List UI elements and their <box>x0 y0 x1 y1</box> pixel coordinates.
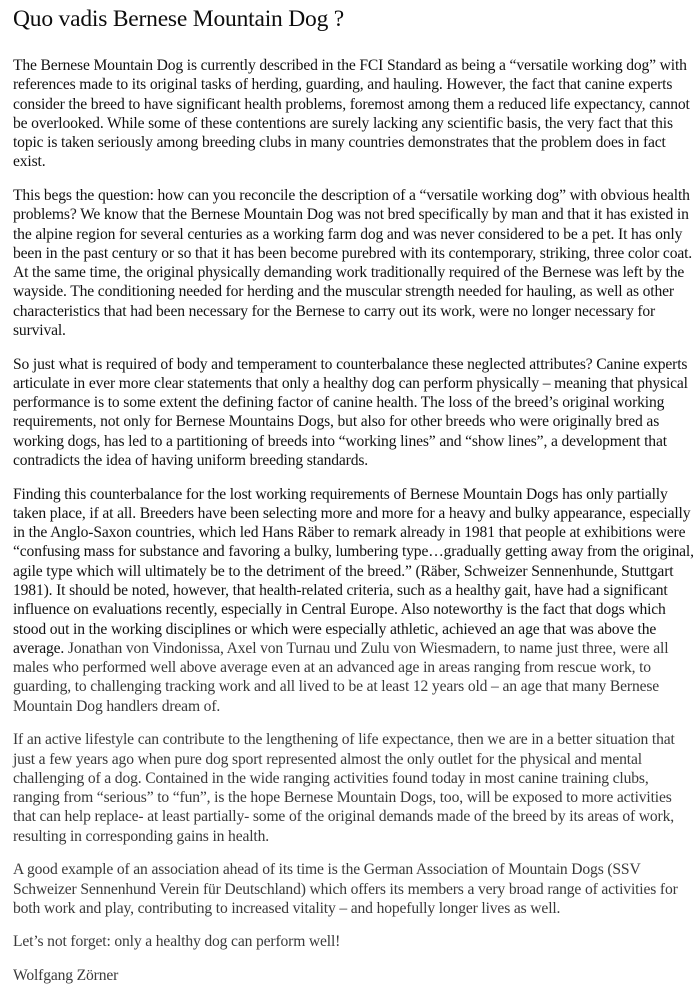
article-body <box>13 56 693 985</box>
text-line: Let’s not forget: only a healthy dog can perform well! <box>13 933 341 951</box>
author-signature <box>13 966 693 985</box>
author-name: Wolfgang Zörner <box>13 966 119 984</box>
document-page <box>13 0 693 999</box>
text-line: survival. <box>13 322 66 340</box>
text-line: contradicts the idea of having uniform breeding standards. <box>13 452 369 470</box>
text-line: just a few years ago when pure dog sport represented almost the only outlet for the physical and mental <box>13 750 642 768</box>
paragraph-breeding-history <box>13 485 693 717</box>
text-line: Schweizer Sennenhund Verein für Deutschland) which offers its members a very broad range of activities for <box>13 880 678 898</box>
text-line: The Bernese Mountain Dog is currently described in the FCI Standard as being a “versatile working dog” with <box>13 57 687 74</box>
text-run-gray: Jonathan von Vindonissa, Axel von Turnau und Zulu von Wiesmadern, to name just three, were all <box>64 639 669 657</box>
text-line: exist. <box>13 153 46 171</box>
text-line: characteristics that had been necessary for the Bernese to carry out its work, were no longer necessary for <box>13 302 656 320</box>
paragraph-counterbalance <box>13 355 693 471</box>
text-line: both work and play, contributing to increased vitality – and hopefully longer lives as well. <box>13 899 561 917</box>
text-line: references made to its original tasks of herding, guarding, and hauling. However, the fact that canine experts <box>13 76 673 94</box>
text-line: agile type which will ultimately be to the detriment of the breed.” (Räber, Schweizer Sennenhunde, Stuttgart <box>13 562 674 580</box>
text-line: 1981). It should be noted, however, that health-related criteria, such as a healthy gait, have had a significant <box>13 581 668 599</box>
text-line: “confusing mass for substance and favoring a bulky, lumbering type…gradually getting away from the original, <box>13 543 694 561</box>
text-line: working dogs, has led to a partitioning of breeds into “working lines” and “show lines”, a development that <box>13 432 667 450</box>
paragraph-closing <box>13 932 693 951</box>
text-line: been in the past century or so that it has been become purebred with its contemporary, striking, three color coat. <box>13 244 693 262</box>
text-line: So just what is required of body and temperament to counterbalance these neglected attributes? Canine experts <box>13 355 688 373</box>
text-line: problems? We know that the Bernese Mountain Dog was not bred specifically by man and that it has existed in <box>13 206 689 224</box>
document-title: Quo vadis Bernese Mountain Dog ? <box>13 6 345 32</box>
mixed-text-line <box>13 639 693 658</box>
text-line: If an active lifestyle can contribute to the lengthening of life expectance, then we are in a better situation that <box>13 731 675 749</box>
text-line: be overlooked. While some of these contentions are surely lacking any scientific basis, the very fact that this <box>13 114 673 132</box>
text-line: This begs the question: how can you reconcile the description of a “versatile working dog” with obvious health <box>13 186 690 204</box>
text-line: articulate in ever more clear statements that only a healthy dog can perform physically – meaning that physical <box>13 374 688 392</box>
text-line: in the Anglo-Saxon countries, which led Hans Räber to remark already in 1981 that people at exhibitions were <box>13 524 686 542</box>
text-line: A good example of an association ahead of its time is the German Association of Mountain Dogs (SSV <box>13 861 641 879</box>
text-line: requirements, not only for Bernese Mountains Dogs, but also for other breeds who were originally bred as <box>13 413 660 431</box>
text-line: stood out in the working disciplines or which were especially athletic, achieved an age that was above the <box>13 620 657 638</box>
text-line: topic is taken seriously among breeding clubs in many countries demonstrates that the problem does in fact <box>13 134 666 152</box>
text-line: challenging of a dog. Contained in the wide ranging activities found today in most canine training clubs, <box>13 769 649 787</box>
paragraph-active-lifestyle <box>13 730 693 846</box>
paragraph-intro <box>13 56 693 172</box>
text-line: wayside. The conditioning needed for herding and the muscular strength needed for hauling, as well as other <box>13 283 674 301</box>
text-line: the alpine region for several centuries as a working farm dog and was never considered to be a pet. It has only <box>13 225 683 243</box>
text-line: taken place, if at all. Breeders have been selecting more and more for a heavy and bulky appearance, especially <box>13 504 691 522</box>
text-line: guarding, to challenging tracking work and all lived to be at least 12 years old – an age that many Bernese <box>13 678 660 696</box>
text-line: Finding this counterbalance for the lost working requirements of Bernese Mountain Dogs has only partially <box>13 485 668 503</box>
text-line: ranging from “serious” to “fun”, is the hope Bernese Mountain Dogs, too, will be exposed to more activities <box>13 789 672 807</box>
text-line: resulting in corresponding gains in health. <box>13 827 269 845</box>
paragraph-question <box>13 186 693 340</box>
text-line: influence on evaluations recently, especially in Central Europe. Also noteworthy is the fact that dogs which <box>13 601 666 619</box>
text-line: performance is to some extent the defining factor of canine health. The loss of the breed’s original working <box>13 394 665 412</box>
text-line: that can help replace- at least partially- some of the original demands made of the breed by its areas of work, <box>13 808 674 826</box>
text-run-dark: average. <box>13 639 65 657</box>
text-line: consider the breed to have significant health problems, foremost among them a reduced life expectancy, cannot <box>13 95 690 113</box>
text-line: Mountain Dog handlers dream of. <box>13 697 221 715</box>
paragraph-association <box>13 860 693 918</box>
text-line: males who performed well above average even at an advanced age in areas ranging from rescue work, to <box>13 659 651 677</box>
text-line: At the same time, the original physically demanding work traditionally required of the Bernese was left by the <box>13 264 685 282</box>
